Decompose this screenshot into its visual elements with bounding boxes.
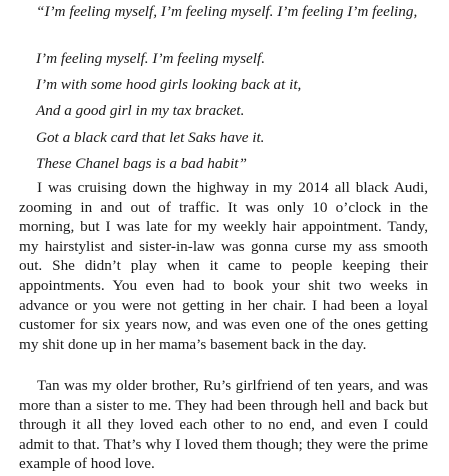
body-paragraph-1: I was cruising down the highway in my 2014 all black Audi, zooming in and out of traffic. It was only 10 o’clock in the morning, but I was late for my weekly hair appointment. Tandy, my hairstylist and sister-in-law was gonna curse my ass smooth out. She didn’t play when it came to people keeping their appointments. You even had to book your shit two weeks in advance or you were not getting in her chair. I had been a loyal customer for six years now, and was even one of the ones getting my shit done up in her mama’s basement back in the day. — [19, 179, 428, 353]
lyric-line-1: “I’m feeling myself, I’m feeling myself. I’m feeling I’m feeling, — [36, 3, 418, 20]
lyric-line-2: I’m feeling myself. I’m feeling myself. — [36, 50, 265, 67]
lyric-line-3: I’m with some hood girls looking back at it, — [36, 76, 302, 93]
body-paragraph-2: Tan was my older brother, Ru’s girlfriend of ten years, and was more than a sister to me. They had been through hell and back but through it all they loved each other to no end, and even I could admit to that. That’s why I loved them though; they were the prime example of hood love. — [19, 377, 428, 473]
lyric-line-4: And a good girl in my tax bracket. — [36, 102, 245, 119]
lyric-line-6: These Chanel bags is a bad habit” — [36, 155, 247, 172]
lyric-line-5: Got a black card that let Saks have it. — [36, 129, 265, 146]
